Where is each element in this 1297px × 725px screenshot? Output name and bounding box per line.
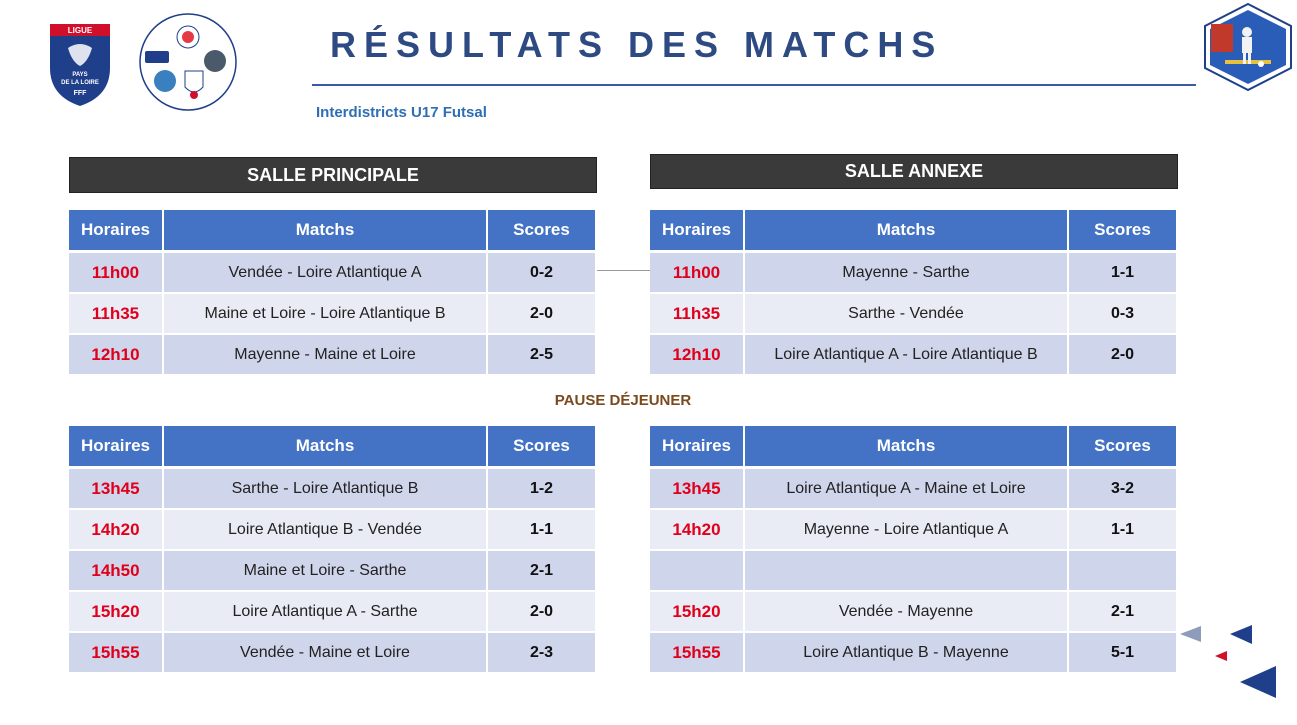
table-row — [69, 633, 597, 674]
match-teams: Loire Atlantique B - Mayenne — [745, 633, 1069, 674]
match-score — [1069, 551, 1178, 592]
hall-header-main: SALLE PRINCIPALE — [69, 157, 597, 193]
table-row-empty — [650, 551, 1178, 592]
hall-header-annex: SALLE ANNEXE — [650, 154, 1178, 189]
column-header-score: Scores — [1069, 210, 1178, 253]
match-time: 11h00 — [650, 253, 745, 294]
match-score: 5-1 — [1069, 633, 1178, 674]
table-row — [69, 510, 597, 551]
table-row — [69, 335, 597, 376]
table-row — [650, 510, 1178, 551]
match-teams: Loire Atlantique B - Vendée — [164, 510, 488, 551]
match-score: 2-1 — [1069, 592, 1178, 633]
match-score: 1-2 — [488, 469, 597, 510]
column-header-match: Matchs — [745, 426, 1069, 469]
annex-morning-table — [650, 210, 1178, 376]
match-teams: Loire Atlantique A - Sarthe — [164, 592, 488, 633]
match-teams — [745, 551, 1069, 592]
table-row — [650, 253, 1178, 294]
match-teams: Mayenne - Loire Atlantique A — [745, 510, 1069, 551]
triangle-icon — [1180, 626, 1201, 642]
column-header-time: Horaires — [69, 210, 164, 253]
match-teams: Vendée - Maine et Loire — [164, 633, 488, 674]
column-header-time: Horaires — [69, 426, 164, 469]
table-row — [69, 592, 597, 633]
triangle-icon — [1240, 666, 1276, 698]
match-time: 14h20 — [69, 510, 164, 551]
title-divider — [312, 84, 1196, 86]
table-header-row — [650, 210, 1178, 253]
match-teams: Loire Atlantique A - Loire Atlantique B — [745, 335, 1069, 376]
match-teams: Vendée - Loire Atlantique A — [164, 253, 488, 294]
table-row — [69, 469, 597, 510]
table-row — [650, 592, 1178, 633]
match-teams: Mayenne - Sarthe — [745, 253, 1069, 294]
match-teams: Mayenne - Maine et Loire — [164, 335, 488, 376]
match-time: 14h50 — [69, 551, 164, 592]
futsal-photo-logo — [1201, 2, 1295, 92]
main-morning-table — [69, 210, 597, 376]
decorative-triangles — [1175, 620, 1285, 700]
ligue-logo-line2: DE LA LOIRE — [61, 80, 99, 86]
match-time: 15h55 — [650, 633, 745, 674]
table-row — [69, 551, 597, 592]
match-score: 2-1 — [488, 551, 597, 592]
match-score: 2-3 — [488, 633, 597, 674]
column-header-match: Matchs — [164, 426, 488, 469]
match-teams: Sarthe - Vendée — [745, 294, 1069, 335]
annex-afternoon-table — [650, 426, 1178, 674]
match-score: 3-2 — [1069, 469, 1178, 510]
match-time: 12h10 — [69, 335, 164, 376]
table-row — [69, 253, 597, 294]
match-score: 2-5 — [488, 335, 597, 376]
column-header-score: Scores — [488, 426, 597, 469]
table-row — [69, 294, 597, 335]
match-time: 12h10 — [650, 335, 745, 376]
match-score: 1-1 — [488, 510, 597, 551]
match-time: 13h45 — [69, 469, 164, 510]
page-subtitle: Interdistricts U17 Futsal — [316, 104, 487, 121]
match-time: 11h00 — [69, 253, 164, 294]
triangle-icon — [1230, 625, 1252, 644]
column-header-match: Matchs — [164, 210, 488, 253]
match-score: 1-1 — [1069, 510, 1178, 551]
match-score: 2-0 — [488, 592, 597, 633]
match-time: 13h45 — [650, 469, 745, 510]
match-time: 11h35 — [650, 294, 745, 335]
column-header-score: Scores — [488, 210, 597, 253]
column-header-time: Horaires — [650, 210, 745, 253]
table-header-row — [69, 426, 597, 469]
match-score: 0-3 — [1069, 294, 1178, 335]
match-score: 1-1 — [1069, 253, 1178, 294]
match-time: 14h20 — [650, 510, 745, 551]
table-row — [650, 294, 1178, 335]
main-afternoon-table — [69, 426, 597, 674]
table-header-row — [650, 426, 1178, 469]
match-score: 2-0 — [1069, 335, 1178, 376]
match-score: 0-2 — [488, 253, 597, 294]
table-row — [650, 633, 1178, 674]
lunch-break-label: PAUSE DÉJEUNER — [554, 392, 692, 409]
match-time — [650, 551, 745, 592]
table-row — [650, 335, 1178, 376]
match-teams: Maine et Loire - Sarthe — [164, 551, 488, 592]
match-teams: Vendée - Mayenne — [745, 592, 1069, 633]
match-teams: Loire Atlantique A - Maine et Loire — [745, 469, 1069, 510]
match-teams: Sarthe - Loire Atlantique B — [164, 469, 488, 510]
match-time: 15h55 — [69, 633, 164, 674]
connector-line — [597, 270, 650, 271]
table-row — [650, 469, 1178, 510]
districts-logos — [137, 13, 239, 111]
match-score: 2-0 — [488, 294, 597, 335]
ligue-logo-line1: PAYS — [72, 72, 88, 78]
column-header-score: Scores — [1069, 426, 1178, 469]
match-time: 15h20 — [650, 592, 745, 633]
column-header-time: Horaires — [650, 426, 745, 469]
table-header-row — [69, 210, 597, 253]
ligue-logo-bottom: FFF — [73, 90, 87, 97]
match-time: 15h20 — [69, 592, 164, 633]
ligue-logo-top: LIGUE — [67, 26, 93, 35]
ligue-logo — [46, 18, 114, 108]
match-teams: Maine et Loire - Loire Atlantique B — [164, 294, 488, 335]
page-title: RÉSULTATS DES MATCHS — [330, 24, 944, 65]
column-header-match: Matchs — [745, 210, 1069, 253]
match-time: 11h35 — [69, 294, 164, 335]
triangle-icon — [1215, 651, 1227, 661]
